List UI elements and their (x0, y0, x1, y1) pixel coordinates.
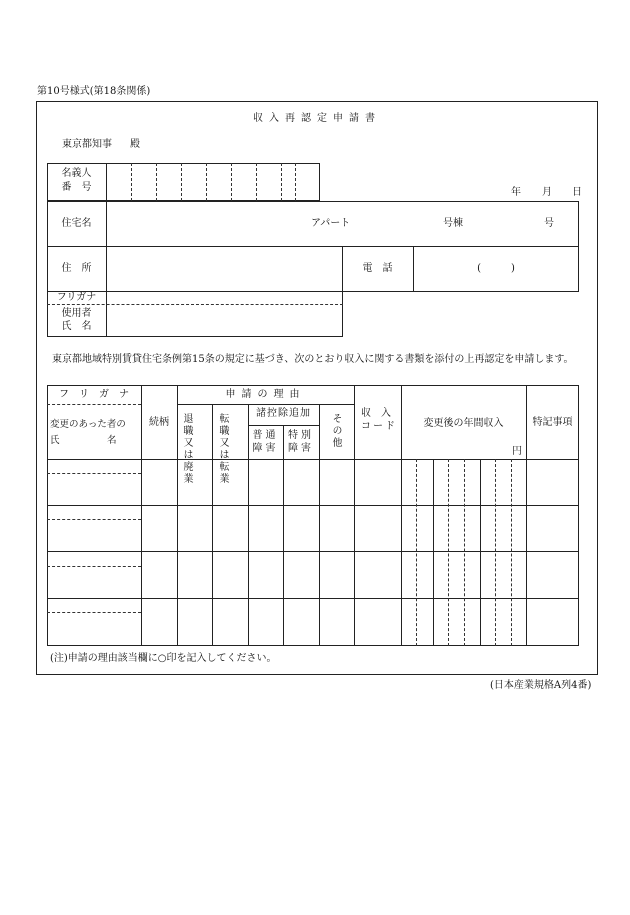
user-label-1: 使用者 (61, 308, 92, 319)
building-unit-label: 号棟 (443, 218, 463, 229)
col-income: 変更後の年間収入 (423, 418, 504, 429)
reason-other: その他 (330, 413, 341, 449)
reason-retire: 退職又は廃業 (181, 413, 192, 485)
housing-label: 住宅名 (61, 218, 92, 229)
address-label: 住 所 (61, 263, 92, 274)
date-month: 月 (542, 187, 552, 198)
room-unit-label: 号 (544, 218, 554, 229)
col-relation: 続柄 (149, 417, 169, 428)
income-code-2: コード (361, 421, 397, 432)
phone-parens: ( ) (477, 263, 515, 274)
apartment-label: アパート (311, 218, 351, 229)
date-day: 日 (572, 187, 582, 198)
reason-deduction: 諸控除追加 (256, 408, 311, 419)
holder-label-1: 名義人 (61, 168, 92, 179)
date-year: 年 (511, 187, 521, 198)
col-name-2: 氏 名 (50, 435, 117, 446)
col-reason: 申請の理由 (225, 389, 306, 400)
reason-transfer: 転職又は転業 (217, 413, 228, 485)
yen-label: 円 (512, 446, 522, 457)
reason-normal-1: 普通 (252, 430, 279, 441)
reason-special-1: 特別 (288, 430, 314, 441)
col-name-1: 変更のあった者の (50, 419, 126, 430)
col-furigana: フ リ ガ ナ (59, 389, 129, 400)
honorific: 殿 (130, 139, 140, 150)
user-label-2: 氏 名 (61, 321, 92, 332)
phone-label: 電 話 (362, 263, 393, 274)
reason-normal-2: 障害 (252, 443, 279, 454)
form-title: 収入再認定申請書 (253, 113, 381, 124)
form-number: 第10号様式(第18条関係) (37, 86, 151, 97)
col-notes: 特記事項 (532, 417, 573, 428)
reason-special-2: 障害 (288, 443, 314, 454)
furigana-label: フリガナ (56, 292, 97, 303)
holder-label-2: 番 号 (61, 182, 92, 193)
note-text: (注)申請の理由該当欄に○印を記入してください。 (50, 653, 277, 664)
addressee: 東京都知事 (62, 139, 112, 150)
income-code-1: 収 入 (361, 408, 391, 419)
statement-text: 東京都地域特別賃貸住宅条例第15条の規定に基づき、次のとおり収入に関する書類を添付の上再認定を申請します。 (52, 354, 574, 365)
paper-standard: (日本産業規格A列4番) (490, 680, 592, 691)
